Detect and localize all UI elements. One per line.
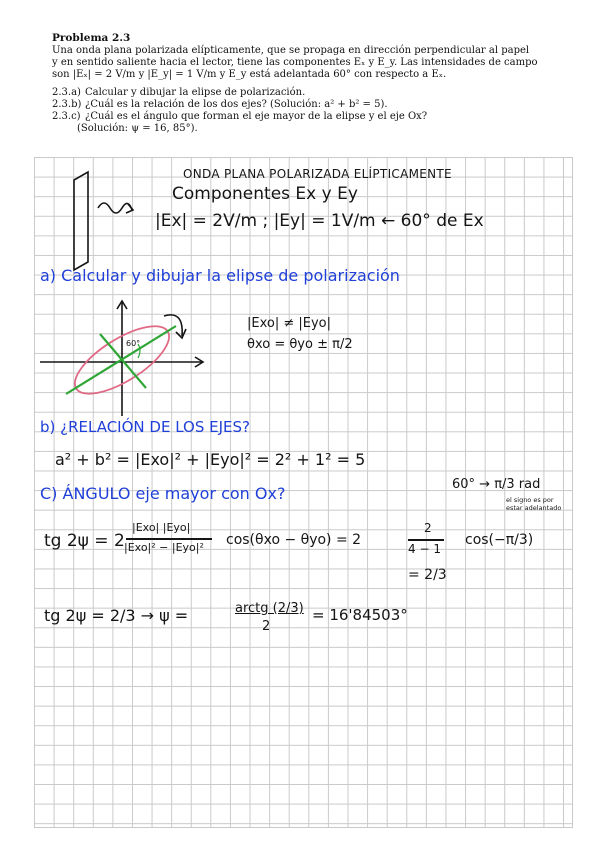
problem-header [52, 32, 562, 135]
note-magnitudes: |Ex| = 2V/m ; |Ey| = 1V/m ← 60° de Ex [155, 211, 484, 231]
ellipse-sketch [38, 298, 208, 420]
question-c [52, 111, 562, 123]
fraction-bar [408, 539, 444, 541]
rotation-arrowhead [176, 329, 186, 338]
question-text: ¿Cuál es el ángulo que forman el eje mayor de la elipse y el eje Ox? [85, 111, 428, 123]
plane-sheet [74, 172, 88, 270]
equation-c-rhs: cos(−π/3) [465, 532, 534, 548]
condition-magnitudes: |Exo| ≠ |Eyo| [247, 316, 331, 331]
question-list [52, 87, 562, 136]
equation-c-middle: cos(θxo − θyo) = 2 [226, 532, 362, 548]
equation-c-result: = 2/3 [408, 567, 447, 583]
wave-arrowhead [126, 204, 133, 213]
statement-line: Una onda plana polarizada elípticamente, que se propaga en dirección perpendicular al papel [52, 45, 530, 56]
part-b-heading: b) ¿RELACIÓN DE LOS EJES? [40, 418, 250, 436]
question-id: 2.3.b) [52, 98, 82, 110]
equation-final-rhs: = 16'84503° [312, 606, 408, 624]
part-a-heading: a) Calcular y dibujar la elipse de polarización [40, 266, 400, 285]
statement-line: y en sentido saliente hacia el lector, tiene las componentes Eₓ y E_y. Las intensidades de campo [52, 57, 538, 69]
wave-arrow [98, 203, 132, 213]
equation-c-lhs: tg 2ψ = 2 [44, 531, 125, 551]
question-id: 2.3.c) [52, 111, 81, 123]
fraction-bar [126, 538, 212, 540]
note-title-1: ONDA PLANA POLARIZADA ELÍPTICAMENTE [183, 167, 452, 181]
question-text: Calcular y dibujar la elipse de polarización. [85, 86, 306, 98]
equation-c-numerator-2: 2 [424, 521, 432, 535]
angle-label: 60° [126, 339, 141, 348]
question-id: 2.3.a) [52, 86, 81, 98]
side-note: el signo es por estar adelantado [506, 496, 562, 512]
problem-title: Problema 2.3 [52, 32, 131, 44]
equation-final-denominator: 2 [262, 619, 271, 634]
equation-final-numerator: arctg (2/3) [235, 601, 304, 616]
condition-phase: θxo = θyo ± π/2 [247, 337, 353, 352]
equation-c-numerator: |Exo| |Eyo| [132, 521, 191, 534]
wave-sketch [62, 168, 162, 278]
equation-final-lhs: tg 2ψ = 2/3 → ψ = [44, 606, 189, 625]
question-a [52, 87, 562, 99]
solution-c: (Solución: ψ = 16, 85°). [77, 123, 198, 135]
equation-c-denominator-2: 4 − 1 [408, 542, 441, 556]
degree-to-rad: 60° → π/3 rad [452, 477, 541, 492]
part-c-heading: C) ÁNGULO eje mayor con Ox? [40, 484, 286, 503]
question-b [52, 99, 562, 111]
question-text: ¿Cuál es la relación de los dos ejes? (Solución: a² + b² = 5). [85, 98, 388, 110]
statement-line: son |Eₓ| = 2 V/m y |E_y| = 1 V/m y E_y está adelantada 60° con respecto a Eₓ. [52, 69, 447, 81]
note-title-2: Componentes Ex y Ey [172, 184, 358, 204]
equation-c-denominator: |Exo|² − |Eyo|² [124, 541, 204, 554]
equation-b: a² + b² = |Exo|² + |Eyo|² = 2² + 1² = 5 [55, 450, 366, 469]
